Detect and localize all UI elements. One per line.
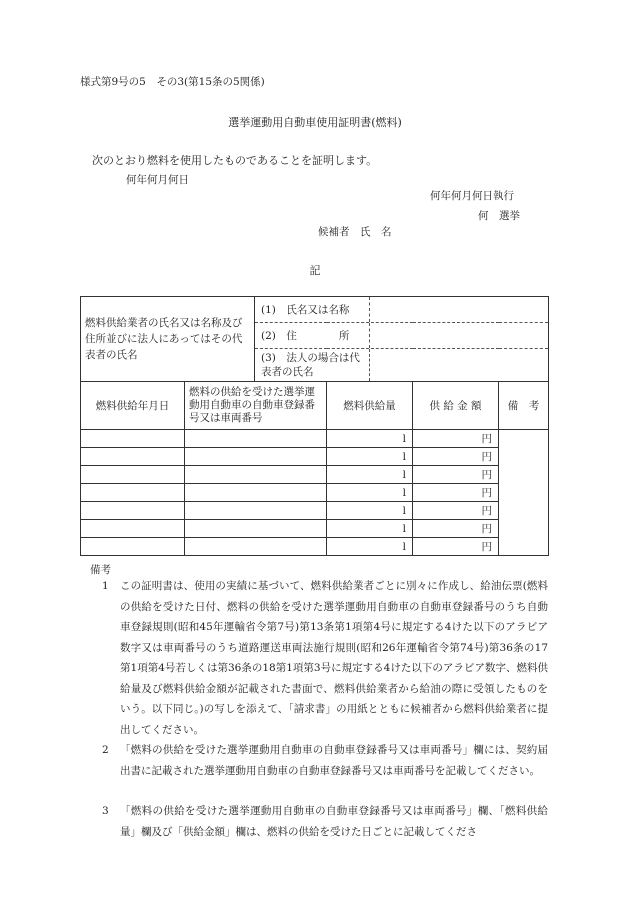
note-item — [102, 740, 548, 781]
table-row — [81, 520, 549, 538]
fuel-quantity-cell[interactable]: l — [327, 430, 413, 448]
issue-date: 何年何月何日 — [126, 174, 189, 186]
note-number: 1 — [102, 580, 109, 592]
candidate-name-label: 候補者 氏 名 — [318, 226, 392, 238]
fuel-certificate-table — [80, 296, 549, 556]
supply-date-cell[interactable] — [81, 448, 185, 466]
form-number: 様式第9号の5 その3(第15条の5関係) — [80, 76, 265, 88]
supply-date-cell[interactable] — [81, 520, 185, 538]
note-number: 3 — [102, 805, 109, 817]
table-row — [81, 538, 549, 556]
supply-date-cell[interactable] — [81, 430, 185, 448]
supply-amount-cell[interactable]: 円 — [413, 466, 499, 484]
notes-heading: 備考 — [90, 564, 111, 576]
fuel-quantity-cell[interactable]: l — [327, 448, 413, 466]
supply-amount-cell[interactable]: 円 — [413, 502, 499, 520]
fuel-quantity-cell[interactable]: l — [327, 538, 413, 556]
table-row — [81, 484, 549, 502]
vehicle-number-cell[interactable] — [185, 538, 327, 556]
supplier-name-value[interactable] — [370, 297, 548, 322]
supply-date-cell[interactable] — [81, 502, 185, 520]
vehicle-number-cell[interactable] — [185, 502, 327, 520]
supply-amount-cell[interactable]: 円 — [413, 520, 499, 538]
vehicle-number-cell[interactable] — [185, 484, 327, 502]
header-supply-amount: 供 給 金 額 — [413, 382, 499, 430]
note-item — [102, 576, 548, 740]
header-remarks: 備 考 — [499, 382, 549, 430]
fuel-quantity-cell[interactable]: l — [327, 520, 413, 538]
supply-amount-cell[interactable]: 円 — [413, 430, 499, 448]
supplier-name-label: (1) 氏名又は名称 — [255, 297, 370, 322]
vehicle-number-cell[interactable] — [185, 520, 327, 538]
supplier-representative-label: (3) 法人の場合は代表者の氏名 — [255, 349, 370, 381]
supplier-representative-field[interactable] — [255, 349, 549, 382]
vehicle-number-cell[interactable] — [185, 448, 327, 466]
election-date: 何年何月何日執行 — [430, 190, 514, 202]
supplier-address-value[interactable] — [370, 323, 548, 348]
supply-amount-cell[interactable]: 円 — [413, 484, 499, 502]
vehicle-number-cell[interactable] — [185, 430, 327, 448]
vehicle-number-cell[interactable] — [185, 466, 327, 484]
note-text: 「燃料の供給を受けた選挙運動用自動車の自動車登録番号又は車両番号」欄には、契約届出書に記載された選挙運動用自動車の自動車登録番号又は車両番号を記載してください。 — [120, 744, 548, 777]
table-row — [81, 502, 549, 520]
supply-amount-cell[interactable]: 円 — [413, 538, 499, 556]
fuel-quantity-cell[interactable]: l — [327, 484, 413, 502]
note-number: 2 — [102, 744, 109, 756]
fuel-quantity-cell[interactable]: l — [327, 502, 413, 520]
note-text: この証明書は、使用の実績に基づいて、燃料供給業者ごとに別々に作成し、給油伝票(燃料の供給を受けた日付、燃料の供給を受けた選挙運動用自動車の自動車登録番号のうち自動車登録規則(昭和45年運輸省令第7号)第13条第1項第4号に規定する4けた以下のアラビア数字又は車両番号のうち道路運送車両法施行規則(昭和26年運輸省令第74号)第36条の17第1項第4号若しくは第36条の18第1項第3号に規定する4けた以下のアラビア数字、燃料供給量及び燃料供給金額が記載された書面で、燃料供給業者から給油の際に受領したものをいう。以下同じ。)の写しを添えて、「請求書」の用紙とともに候補者から燃料供給業者に提出してください。 — [120, 580, 548, 736]
document-title: 選挙運動用自動車使用証明書(燃料) — [228, 116, 402, 129]
note-text: 「燃料の供給を受けた選挙運動用自動車の自動車登録番号又は車両番号」欄、「燃料供給量」欄及び「供給金額」欄は、燃料の供給を受けた日ごとに記載してくださ — [120, 805, 548, 838]
header-fuel-quantity: 燃料供給量 — [327, 382, 413, 430]
header-vehicle-number: 燃料の供給を受けた選挙運動用自動車の自動車登録番号又は車両番号 — [185, 382, 327, 430]
supplier-address-label: (2) 住 所 — [255, 323, 370, 348]
table-row — [81, 430, 549, 448]
remarks-cell[interactable] — [499, 430, 549, 556]
supply-date-cell[interactable] — [81, 484, 185, 502]
supplier-address-field[interactable] — [255, 323, 549, 349]
supplier-label: 燃料供給業者の氏名又は名称及び住所並びに法人にあってはその代表者の氏名 — [81, 297, 255, 382]
fuel-quantity-cell[interactable]: l — [327, 466, 413, 484]
header-supply-date: 燃料供給年月日 — [81, 382, 185, 430]
supply-date-cell[interactable] — [81, 538, 185, 556]
table-row — [81, 448, 549, 466]
supplier-name-field[interactable] — [255, 297, 549, 323]
supply-amount-cell[interactable]: 円 — [413, 448, 499, 466]
ki-heading: 記 — [309, 264, 321, 277]
certification-statement: 次のとおり燃料を使用したものであることを証明します。 — [92, 154, 378, 167]
note-item — [102, 801, 548, 842]
supply-date-cell[interactable] — [81, 466, 185, 484]
table-row — [81, 466, 549, 484]
supplier-representative-value[interactable] — [370, 349, 548, 381]
election-name: 何 選挙 — [478, 210, 520, 222]
